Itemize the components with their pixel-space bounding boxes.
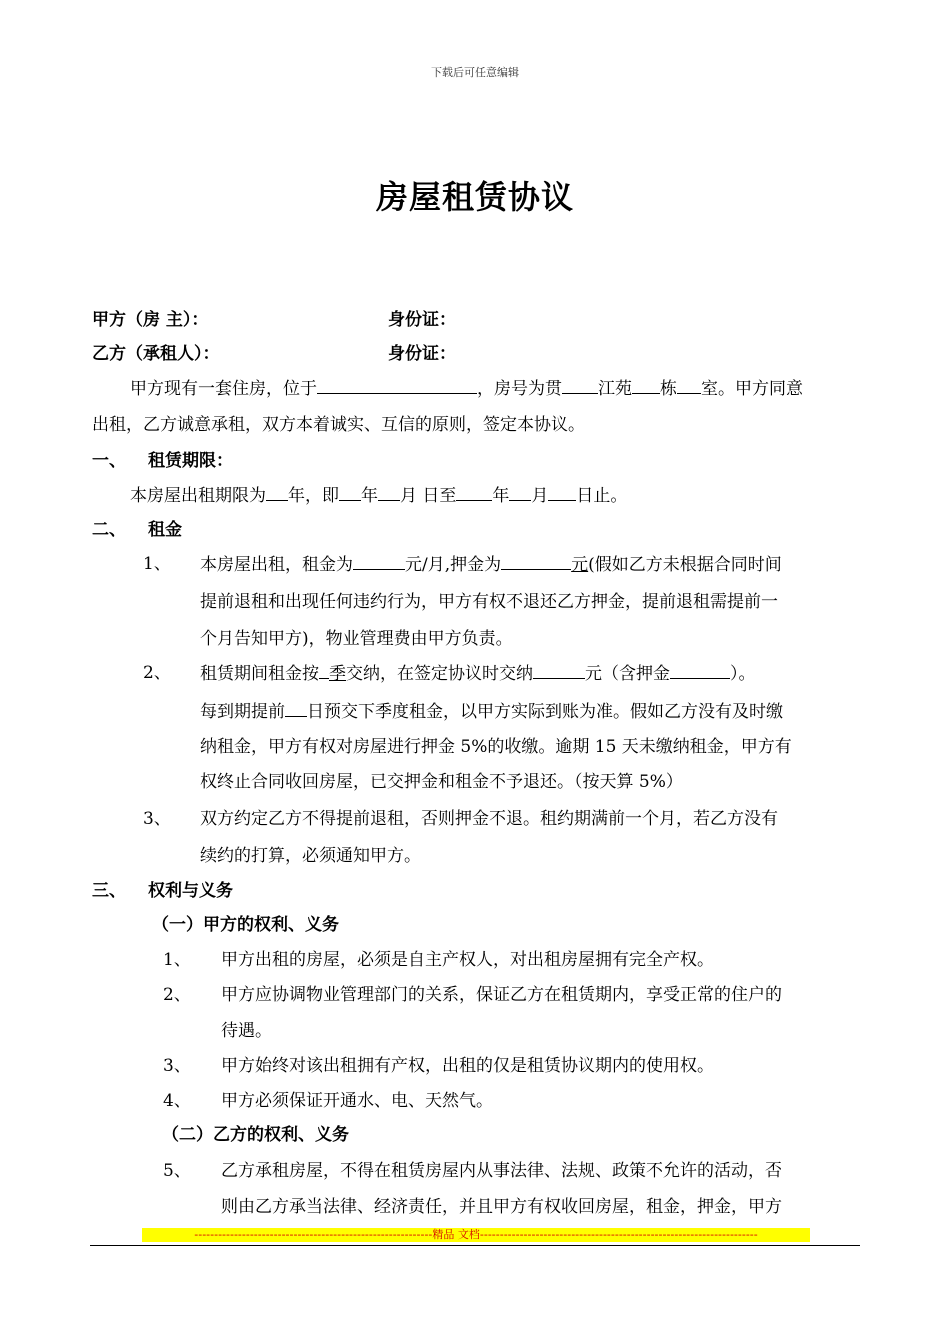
party-a-item-2-text: 甲方应协调物业管理部门的关系，保证乙方在租赁期内，享受正常的住户的 [221,985,782,1005]
blank [677,377,701,394]
address-blank [317,377,477,394]
rent-item-2-line-2 [200,700,783,723]
rent-item-1-line-2: 提前退租和出现任何违约行为，甲方有权不退还乙方押金，提前退租需提前一 [200,592,778,612]
party-a-item-1-number: 1、 [163,950,191,970]
blank [319,662,329,679]
rent-text: 租赁期间租金按 [200,664,319,684]
section-1-number: 一、 [92,451,126,471]
blank [632,377,660,394]
footer-divider [90,1245,860,1246]
rent-item-1-line-3: 个月告知甲方)，物业管理费由甲方负责。 [200,629,513,649]
term-text: 年 [492,486,510,506]
subsection-party-b-heading: （二）乙方的权利、义务 [162,1125,349,1145]
blank [339,484,361,501]
blank [562,377,598,394]
section-2-heading: 租金 [148,520,182,540]
term-text: 年 [361,486,378,506]
rent-text: 日预交下季度租金，以甲方实际到账为准。假如乙方没有及时缴 [307,702,783,722]
rent-blank [353,553,405,570]
subsection-party-a-heading: （一）甲方的权利、义务 [152,915,339,935]
rent-item-3-number: 3、 [143,809,171,829]
rent-text: ）。 [730,664,756,684]
blank [548,484,576,501]
intro-text: 栋 [660,379,677,399]
intro-text: 甲方现有一套住房，位于 [130,379,317,399]
rent-item-2-line-3: 纳租金，甲方有权对房屋进行押金 5%的收缴。逾期 15 天未缴纳租金，甲方有 [200,737,792,757]
intro-text: 江苑 [598,379,632,399]
blank [285,700,307,717]
rent-text: 元 [571,555,589,575]
rent-item-1-number: 1、 [143,554,171,574]
term-text: 日止。 [576,486,628,506]
party-a-item-2-number: 2、 [163,985,191,1005]
rent-text: 交纳，在签定协议时交纳 [346,664,533,684]
intro-line-2: 出租，乙方诚意承租，双方本着诚实、互信的原则，签定本协议。 [92,415,585,435]
rent-item-2-line-4: 权终止合同收回房屋，已交押金和租金不予退还。（按天算 5%） [200,772,683,792]
term-text: 本房屋出租期限为 [130,486,266,506]
section-1-heading: 租赁期限： [148,451,233,471]
term-text: 月 日至 [400,486,457,506]
rent-text: 元/月,押金为 [405,555,502,575]
party-b-item-5-line-2: 则由乙方承当法律、经济责任，并且甲方有权收回房屋，租金，押金，甲方 [221,1197,782,1217]
party-a-item-4-number: 4、 [163,1091,191,1111]
blank [378,484,400,501]
section-2-number: 二、 [92,520,126,540]
section-3-number: 三、 [92,881,126,901]
deposit-blank [501,553,571,570]
rent-item-1-line-1 [200,553,782,576]
footer-watermark-bar: ------------------------------------------------------------精品 文档---------------------------------------------------------------------- [142,1228,810,1242]
party-a-item-1-text: 甲方出租的房屋，必须是自主产权人，对出租房屋拥有完全产权。 [221,950,714,970]
intro-line-1 [130,377,803,400]
deposit-blank [670,662,730,679]
blank [456,484,492,501]
rent-text: 季 [329,664,346,684]
party-b-label: 乙方（承租人）： [92,344,220,364]
party-a-item-3-text: 甲方始终对该出租拥有产权，出租的仅是租赁协议期内的使用权。 [221,1056,714,1076]
blank [509,484,531,501]
party-a-item-3-number: 3、 [163,1056,191,1076]
rent-text: (假如乙方未根据合同时间 [588,555,782,575]
party-a-id-label: 身份证： [388,310,456,330]
party-b-item-5-line-1: 乙方承租房屋，不得在租赁房屋内从事法律、法规、政策不允许的活动，否 [221,1161,782,1181]
term-text: 月 [531,486,549,506]
section-3-heading: 权利与义务 [148,881,233,901]
rent-item-2-line-1 [200,662,756,685]
document-title: 房屋租赁协议 [375,178,574,216]
rent-item-2-number: 2、 [143,663,171,683]
party-a-item-2-continued: 待遇。 [221,1021,272,1041]
party-a-label: 甲方（房 主）： [92,310,209,330]
rent-text: 本房屋出租，租金为 [200,555,353,575]
payment-blank [533,662,585,679]
party-a-item-4-text: 甲方必须保证开通水、电、天然气。 [221,1091,493,1111]
intro-text: 室。甲方同意 [701,379,803,399]
party-b-item-5-number: 5、 [163,1161,191,1181]
intro-text: ，房号为贯 [477,379,562,399]
party-b-id-label: 身份证： [388,344,456,364]
term-text: 年，即 [288,486,339,506]
rent-item-3-line-2: 续约的打算，必须通知甲方。 [200,846,421,866]
lease-term-line [130,484,627,507]
page-header-note: 下载后可任意编辑 [431,66,519,79]
rent-text: 元（含押金 [585,664,670,684]
blank [266,484,288,501]
rent-item-3-line-1: 双方约定乙方不得提前退租，否则押金不退。租约期满前一个月，若乙方没有 [200,809,778,829]
rent-text: 每到期提前 [200,702,285,722]
